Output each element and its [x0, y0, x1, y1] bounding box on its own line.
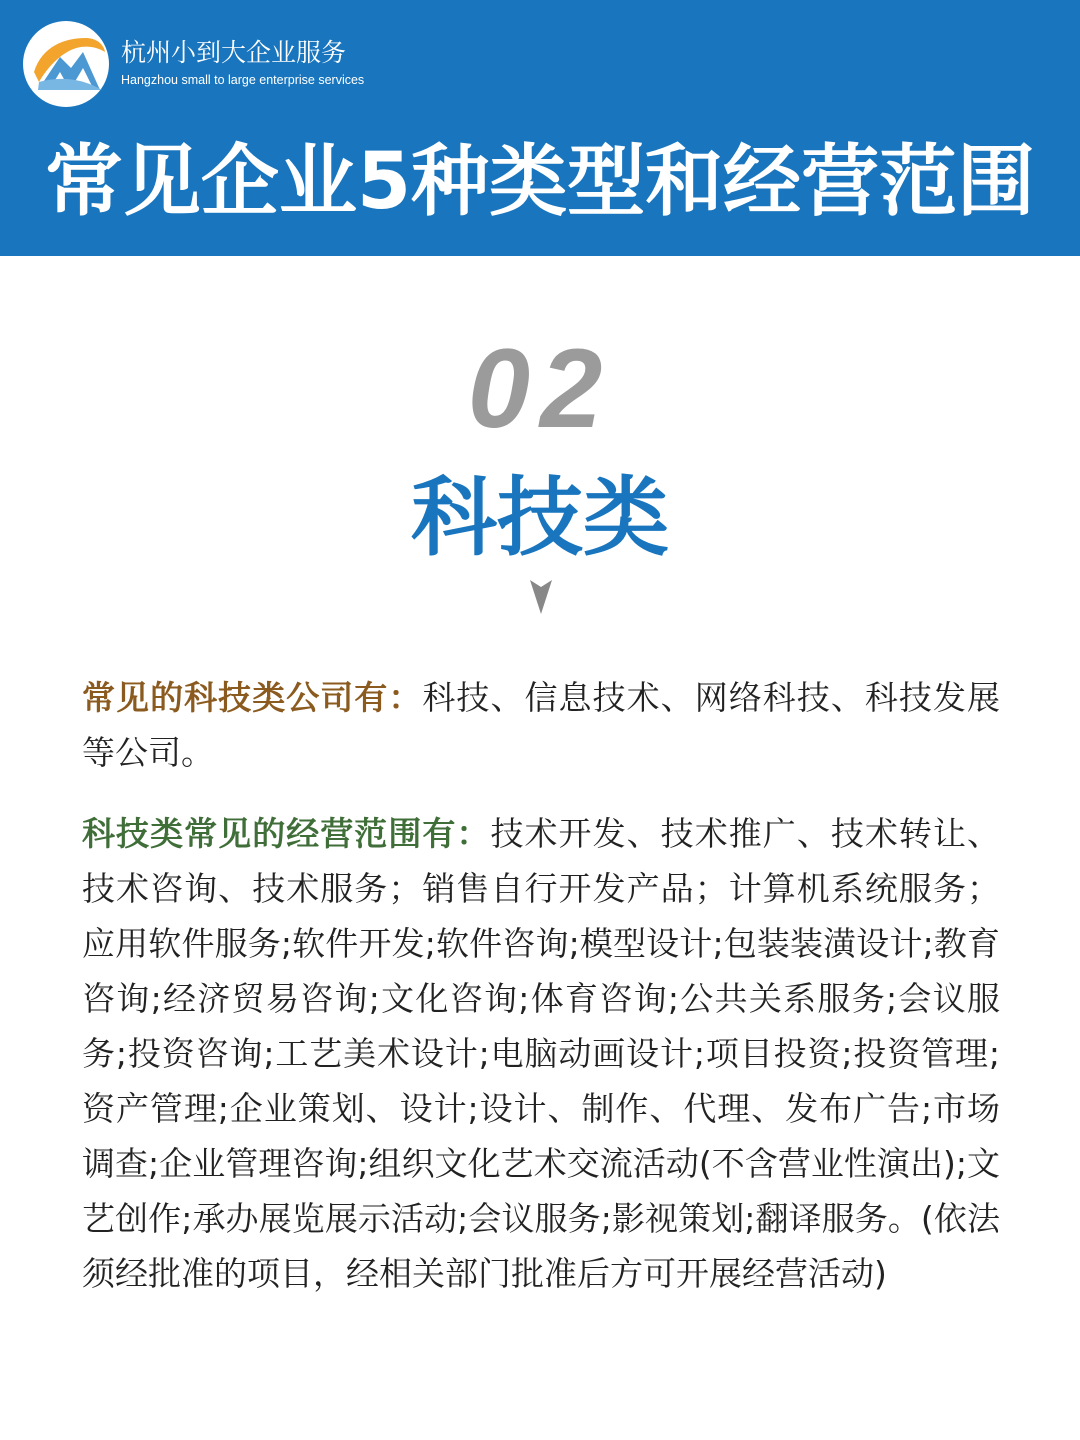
brand-name-chinese: 杭州小到大企业服务: [121, 38, 347, 67]
mountain-logo-icon: [22, 20, 110, 108]
common-companies-label: 常见的科技类公司有：: [82, 678, 423, 717]
common-companies-text: 科技、信息技术、网络科技、科技发展等公司。: [82, 678, 1001, 772]
header-banner: [0, 0, 1080, 256]
brand-name-english: Hangzhou small to large enterprise services: [121, 73, 365, 87]
section-number: 02: [467, 326, 613, 451]
section-title: 科技类: [411, 468, 669, 568]
business-scope-text: 技术开发、技术推广、技术转让、技术咨询、技术服务；销售自行开发产品；计算机系统服务；应用软件服务;软件开发;软件咨询;模型设计;包装装潢设计;教育咨询;经济贸易咨询;文化咨询;体育咨询;公共关系服务;会议服务;投资咨询;工艺美术设计;电脑动画设计;项目投资;投资管理;资产管理;企业策划、设计;设计、制作、代理、发布广告;市场调查;企业管理咨询;组织文化艺术交流活动(不含营业性演出);文艺创作;承办展览展示活动;会议服务;影视策划;翻译服务。(依法须经批准的项目，经相关部门批准后方可开展经营活动): [82, 814, 1001, 1293]
page-title: 常见企业5种类型和经营范围: [44, 137, 1036, 227]
common-companies-paragraph: [82, 670, 1000, 780]
triangle-down-icon: [529, 579, 553, 615]
business-scope-label: 科技类常见的经营范围有：: [82, 814, 491, 853]
business-scope-paragraph: [82, 806, 1000, 1301]
